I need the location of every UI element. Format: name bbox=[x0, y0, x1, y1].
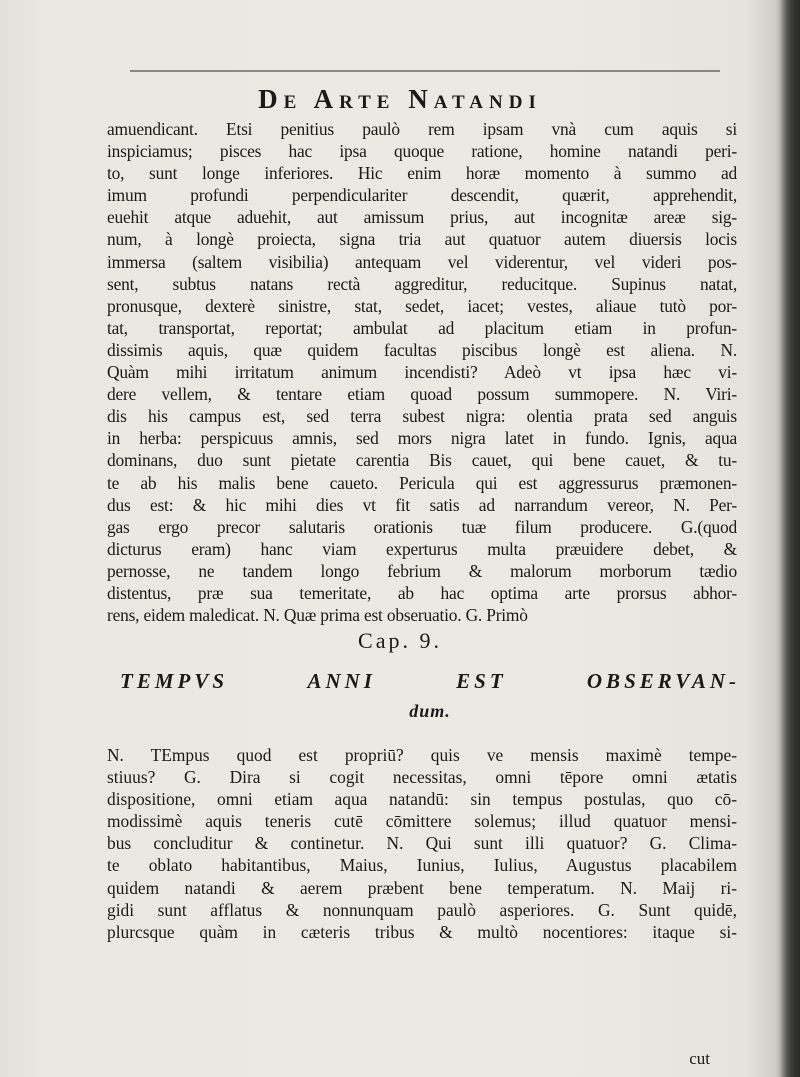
body-line: dicturus eram) hanc viam experturus multa præuidere debet, & bbox=[107, 538, 737, 559]
body-line: inspiciamus; pisces hac ipsa quoque ratione, homine natandi peri- bbox=[107, 141, 737, 162]
body-line: Quàm mihi irritatum animum incendisti? Adeò vt ipsa hæc vi- bbox=[107, 362, 737, 383]
body-line: to, sunt longe inferiores. Hic enim horæ momento à summo ad bbox=[107, 163, 737, 184]
body-line: dissimis aquis, quæ quidem facultas piscibus longè est aliena. N. bbox=[107, 339, 737, 360]
body-line: gidi sunt afflatus & nonnunquam paulò asperiores. G. Sunt quidē, bbox=[107, 899, 737, 920]
body-text bbox=[107, 118, 737, 626]
body-line: dere vellem, & tentare etiam quoad possum summopere. N. Viri- bbox=[107, 384, 737, 405]
body-line: dus est: & hic mihi dies vt fit satis ad narrandum vereor, N. Per- bbox=[107, 494, 737, 515]
body-line: te oblato habitantibus, Maius, Iunius, Iulius, Augustus placabilem bbox=[107, 855, 737, 876]
body-line: euehit atque aduehit, aut amissum prius, aut incognitæ areæ sig- bbox=[107, 207, 737, 228]
body-line: stiuus? G. Dira si cogit necessitas, omni tēpore omni ætatis bbox=[107, 767, 737, 788]
body-line: sent, subtus natans rectà aggreditur, reducitque. Supinus natat, bbox=[107, 273, 737, 294]
body-line: rens, eidem maledicat. N. Quæ prima est obseruatio. G. Primò bbox=[107, 605, 528, 626]
body-line: gas ergo precor salutaris orationis tuæ filum producere. G.(quod bbox=[107, 516, 737, 537]
page-top-rule bbox=[130, 70, 720, 72]
body-line: bus concluditur & continetur. N. Qui sunt illi quatuor? G. Clima- bbox=[107, 833, 737, 854]
chapter-number: Cap. 9. bbox=[358, 628, 442, 653]
chapter-heading-line: TEMPVS ANNI EST OBSERVAN- bbox=[120, 669, 740, 693]
body-line: dispositione, omni etiam aqua natandū: sin tempus postulas, quo cō- bbox=[107, 789, 737, 810]
body-line: N. TEmpus quod est propriū? quis ve mensis maximè tempe- bbox=[107, 745, 737, 765]
body-line: tat, transportat, reportat; ambulat ad placitum etiam in profun- bbox=[107, 317, 737, 338]
body-line: in herba: perspicuus amnis, sed mors nigra latet in fundo. Ignis, aqua bbox=[107, 428, 737, 449]
body-line: dis his campus est, sed terra subest nigra: olentia prata sed anguis bbox=[107, 406, 737, 427]
body-line: plurcsque quàm in cæteris tribus & multò nocentiores: itaque si- bbox=[107, 921, 737, 942]
chapter-heading bbox=[120, 666, 740, 726]
body-line: imum profundi perpendiculariter descendit, quærit, apprehendit, bbox=[107, 185, 737, 206]
body-line: te ab his malis bene caueto. Pericula qui est aggressurus præmonen- bbox=[107, 472, 737, 493]
body-line: immersa (saltem visibilia) antequam vel viderentur, vel videri pos- bbox=[107, 251, 737, 272]
chapter-body-text bbox=[107, 744, 737, 943]
body-line: amuendicant. Etsi penitius paulò rem ipsam vnà cum aquis si bbox=[107, 119, 737, 139]
running-head: De Arte Natandi bbox=[258, 84, 542, 114]
body-line: dominans, duo sunt pietate carentia Bis cauet, qui bene cauet, & tu- bbox=[107, 450, 737, 471]
scan-edge-shadow bbox=[780, 0, 800, 1077]
body-line: num, à longè proiecta, signa tria aut quatuor autem diuersis locis bbox=[107, 229, 737, 250]
body-line: distentus, præ sua temeritate, ab hac optima arte prorsus abhor- bbox=[107, 582, 737, 603]
body-line: quidem natandi & aerem præbent bene temperatum. N. Maij ri- bbox=[107, 877, 737, 898]
body-line: pronusque, dexterè sinistre, stat, sedet, iacet; vestes, aliaue tutò por- bbox=[107, 295, 737, 316]
body-line: modissimè aquis teneris cutē cōmittere solemus; illud quatuor mensi- bbox=[107, 811, 737, 832]
catchword: cut bbox=[689, 1049, 710, 1068]
chapter-heading-line: dum. bbox=[409, 701, 451, 721]
body-line: pernosse, ne tandem longo febrium & malorum morborum tædio bbox=[107, 560, 737, 581]
